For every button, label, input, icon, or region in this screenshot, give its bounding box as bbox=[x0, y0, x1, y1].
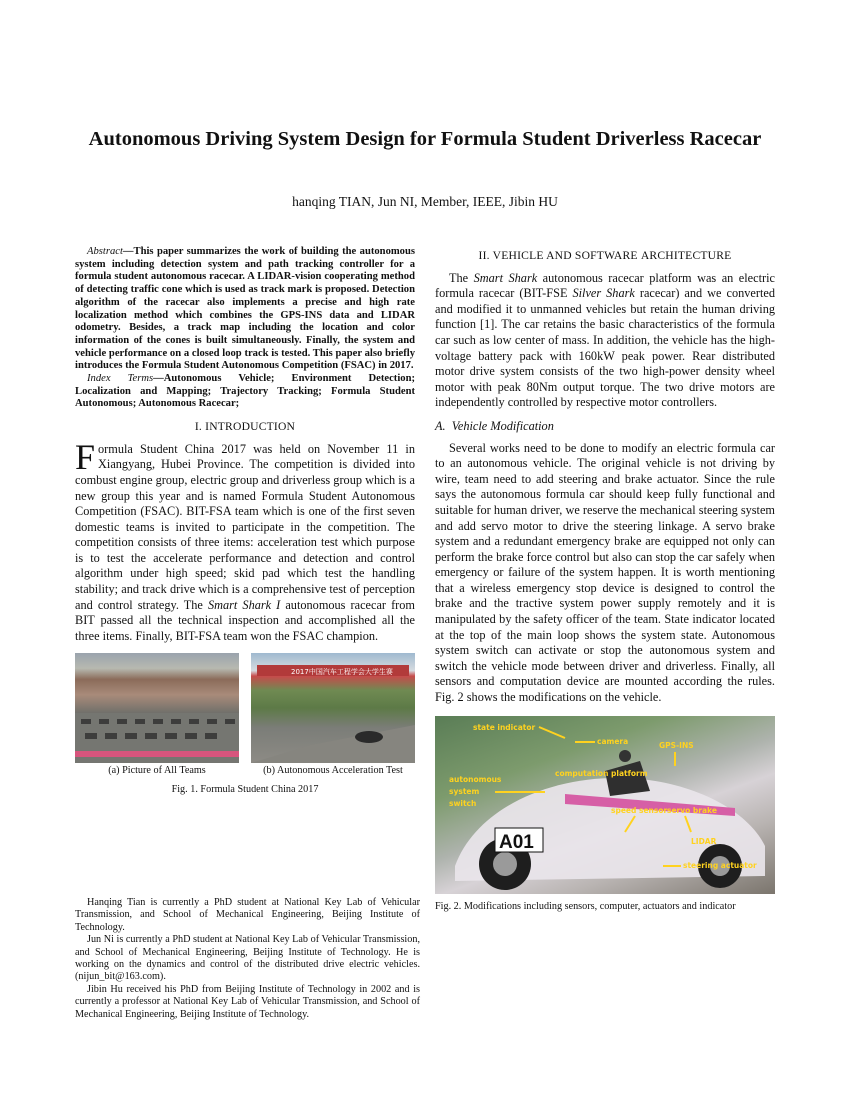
index-terms bbox=[75, 373, 415, 411]
vehicle-photo bbox=[435, 716, 775, 894]
author-line: hanqing TIAN, Jun NI, Member, IEEE, Jibin HU bbox=[292, 194, 558, 209]
label-system: system bbox=[449, 786, 480, 796]
drop-cap: F bbox=[75, 436, 96, 477]
acceleration-photo bbox=[251, 653, 415, 763]
figure-1b bbox=[251, 653, 415, 779]
heading-letter: S bbox=[574, 249, 582, 262]
intro-text-a: ormula Student China 2017 was held on November 11 in Xiangyang, Hubei Province. The competition is divided into combust engine group, electric group and driverless group which is a new group this year and is named Formula Student Autonomous Competition (FSAC). BIT-FSA team which is one of the first seven domestic teams is invited to participate in the competition. The competition consists of three items: acceleration test which purpose is to test the accelerate performance and detection and control algorithm under high speed; skid pad which test the handling stability; and track drive which is a comprehensive test of perception and control strategy. The bbox=[75, 441, 415, 612]
label-lidar: LIDAR bbox=[691, 836, 717, 846]
subsection-title: Vehicle Modification bbox=[451, 418, 554, 433]
footnotes bbox=[75, 897, 420, 1021]
arch-italic-2: Silver Shark bbox=[572, 286, 635, 301]
abstract bbox=[75, 246, 415, 373]
heading-word: EHICLE AND bbox=[501, 249, 575, 262]
acceleration-photo-art bbox=[251, 653, 415, 763]
figure-1a bbox=[75, 653, 239, 779]
section-title-first-letter: I bbox=[205, 420, 210, 434]
subsection-label: A. bbox=[435, 418, 446, 433]
label-speed-sensor: speed sensor bbox=[611, 805, 668, 815]
index-terms-label: Index Terms bbox=[87, 373, 154, 385]
figure-1 bbox=[75, 653, 415, 779]
label-camera: camera bbox=[597, 736, 629, 746]
footnote-ni: Jun Ni is currently a PhD student at National Key Lab of Vehicular Transmission, and School of Mechanical Engineering, Beijing Institute of Technology. He is working on the dynamics and control of the distributed drive electric vehicles. (nijun_bit@163.com). bbox=[75, 934, 420, 983]
figure-1a-caption: (a) Picture of All Teams bbox=[108, 765, 206, 777]
arch-text-a: The bbox=[449, 270, 474, 285]
abstract-label: Abstract bbox=[87, 246, 123, 257]
label-autonomous: autonomous bbox=[449, 774, 502, 784]
section-numeral: II. bbox=[478, 249, 490, 262]
paper-title: Autonomous Driving System Design for Formula Student Driverless Racecar bbox=[88, 128, 762, 150]
teams-photo-art bbox=[75, 653, 239, 763]
figure-1-caption: Fig. 1. Formula Student China 2017 bbox=[171, 784, 319, 796]
subsection-heading bbox=[435, 419, 775, 435]
architecture-paragraph bbox=[435, 271, 775, 411]
label-state-indicator: state indicator bbox=[473, 722, 536, 732]
arch-text-b: autonomous racecar platform was an electric formula racecar (BIT-FSE bbox=[435, 270, 775, 301]
section-title-rest: NTRODUCTION bbox=[209, 420, 296, 434]
abstract-text: —This paper summarizes the work of building the autonomous system including detection system and path tracking controller for a formula student autonomous racecar. A LIDAR-vision cooperating method of detecting traffic cone which is used as track mark is proposed. Detection algorithm of the racecar also implements a precise and high rate localization method which combines the GPS-INS data and LIDAR odometry. Besides, a track map including the location and color information of the cones is built simultaneously. Finally, the system and vehicle performance on a closed loop track is tested. This paper also briefly introduces the Formula Student Autonomous Competition (FSAC) in 2017. bbox=[75, 246, 415, 372]
arch-text-c: racecar) and we converted and modified it to unmanned vehicles but retain the human driving function [1]. The car retains the basic characteristics of the formula car such as low center of mass. In addition, the vehicle has the high-voltage battery pack with 160kW peak power. Rear distributed motor drive system consists of the two high-power density wheel motor with peak 80Nm output torque. The two drive motors are independently controlled by respective motor controllers. bbox=[435, 286, 775, 410]
intro-paragraph bbox=[75, 436, 415, 645]
index-terms-text: —Autonomous Vehicle; Environment Detection; Localization and Mapping; Trajectory Tracking; Formula Student Autonomous; Autonomous Racecar; bbox=[75, 373, 415, 410]
left-column bbox=[75, 246, 415, 798]
heading-letter: A bbox=[640, 249, 650, 262]
arch-italic-1: Smart Shark bbox=[473, 270, 538, 285]
intro-italic: Smart Shark I bbox=[207, 597, 281, 612]
heading-letter: V bbox=[492, 249, 502, 262]
section-heading-introduction bbox=[75, 419, 415, 435]
arrow bbox=[539, 727, 565, 738]
modification-paragraph: Several works need to be done to modify an electric formula car to an autonomous vehicle. The original vehicle is not driving by wire, team need to add steering and brake actuator. Since the rule says the autonomous formula car should keep fully functional and suitable for human driver, we reserve the mechanical steering system and add servo motor to drive the steering linkage. A servo brake system and a redundant emergency brake are equipped not only can perform the brake force control but also can stop the car safely when emergency or failure of the system happen. It is worth mentioning that a wireless emergency stop device is designed to control the brake and the tractive system power supply remotely and it is manipulated by the safety officer of the team. State indicator located at the top of the main loop shows the system state. Autonomous system switch can activate or stop the autonomous system and switch the vehicle mode between driver and driverless. Finally, all sensors and computation device are mounted according the rules. Fig. 2 shows the modifications on the vehicle. bbox=[435, 440, 775, 705]
figure-2-caption: Fig. 2. Modifications including sensors, computer, actuators and indicator bbox=[435, 900, 736, 912]
section-numeral: I. bbox=[194, 420, 203, 434]
label-switch: switch bbox=[449, 798, 477, 808]
heading-word: OFTWARE bbox=[581, 249, 641, 262]
car-number: A01 bbox=[499, 831, 534, 853]
label-gps-ins: GPS-INS bbox=[659, 740, 694, 750]
label-steering-actuator: steering actuator bbox=[683, 860, 757, 870]
vehicle-photo-art bbox=[435, 716, 775, 894]
figure-2 bbox=[435, 716, 775, 915]
label-servo-brake: servo brake bbox=[667, 805, 717, 815]
section-heading-architecture bbox=[435, 248, 775, 264]
footnote-tian: Hanqing Tian is currently a PhD student at National Key Lab of Vehicular Transmission, and School of Mechanical Engineering, Beijing Institute of Technology. bbox=[75, 897, 420, 933]
label-computation-platform: computation platform bbox=[555, 768, 648, 778]
figure-1b-caption: (b) Autonomous Acceleration Test bbox=[263, 765, 403, 777]
banner-text: 2017中国汽车工程学会大学生赛 bbox=[291, 668, 393, 677]
intro-text-b: autonomous racecar from BIT passed all the technical inspection and accomplished all the three items. Finally, BIT-FSA team won the FSAC champion. bbox=[75, 597, 415, 643]
heading-word: RCHITECTURE bbox=[649, 249, 732, 262]
teams-photo bbox=[75, 653, 239, 763]
footnote-hu: Jibin Hu received his PhD from Beijing Institute of Technology in 2002 and is currently a professor at National Key Lab of Vehicular Transmission, and School of Mechanical Engineering, Beijing Institute of Technology. bbox=[75, 983, 420, 1020]
right-column bbox=[435, 246, 775, 914]
